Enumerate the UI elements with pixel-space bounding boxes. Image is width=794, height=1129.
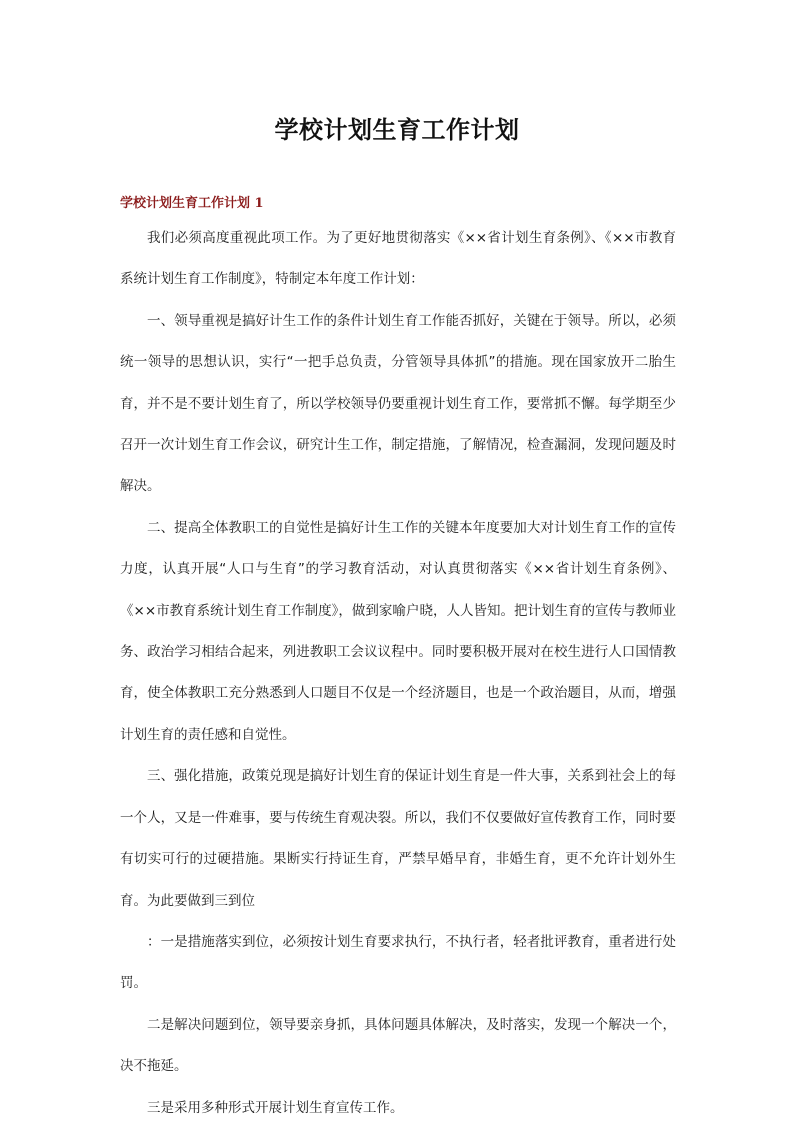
paragraph-intro: 我们必须高度重视此项工作。为了更好地贯彻落实《××省计划生育条例》、《××市教育系统计划生育工作制度》，特制定本年度工作计划： (120, 230, 676, 288)
paragraph-leadership: 一、领导重视是搞好计生工作的条件计划生育工作能否抓好，关键在于领导。所以，必须统一领导的思想认识，实行“一把手总负责，分管领导具体抓”的措施。现在国家放开二胎生育，并不是不要计划生育了，所以学校领导仍要重视计划生育工作，要常抓不懈。每学期至少召开一次计划生育工作会议，研究计生工作，制定措施，了解情况，检查漏洞，发现问题及时解决。 (120, 312, 676, 495)
document-body (120, 218, 676, 1129)
document-title: 学校计划生育工作计划 (274, 116, 520, 144)
paragraph-awareness: 二、提高全体教职工的自觉性是搞好计生工作的关键本年度要加大对计划生育工作的宣传力度，认真开展“人口与生育”的学习教育活动，对认真贯彻落实《××省计划生育条例》、《××市教育系统计划生育工作制度》，做到家喻户晓，人人皆知。把计划生育的宣传与教师业务、政治学习相结合起来，列进教职工会议议程中。同时要积极开展对在校生进行人口国情教育，使全体教职工充分熟悉到人口题目不仅是一个经济题目，也是一个政治题目，从而，增强计划生育的责任感和自觉性。 (120, 519, 676, 743)
section-heading: 学校计划生育工作计划 1 (120, 196, 264, 211)
paragraph-measures: 三、强化措施，政策兑现是搞好计划生育的保证计划生育是一件大事，关系到社会上的每一个人，又是一件难事，要与传统生育观决裂。所以，我们不仅要做好宣传教育工作，同时要有切实可行的过硬措施。果断实行持证生育，严禁早婚早育，非婚生育，更不允许计划外生育。为此要做到三到位 (120, 768, 676, 909)
paragraph-point-three: 三是采用多种形式开展计划生育宣传工作。 (147, 1099, 404, 1116)
paragraph-point-two: 二是解决问题到位，领导要亲身抓，具体问题具体解决，及时落实，发现一个解决一个，决不拖延。 (120, 1016, 676, 1075)
paragraph-point-one: ：一是措施落实到位，必须按计划生育要求执行，不执行者，轻者批评教育，重者进行处罚。 (120, 933, 676, 992)
